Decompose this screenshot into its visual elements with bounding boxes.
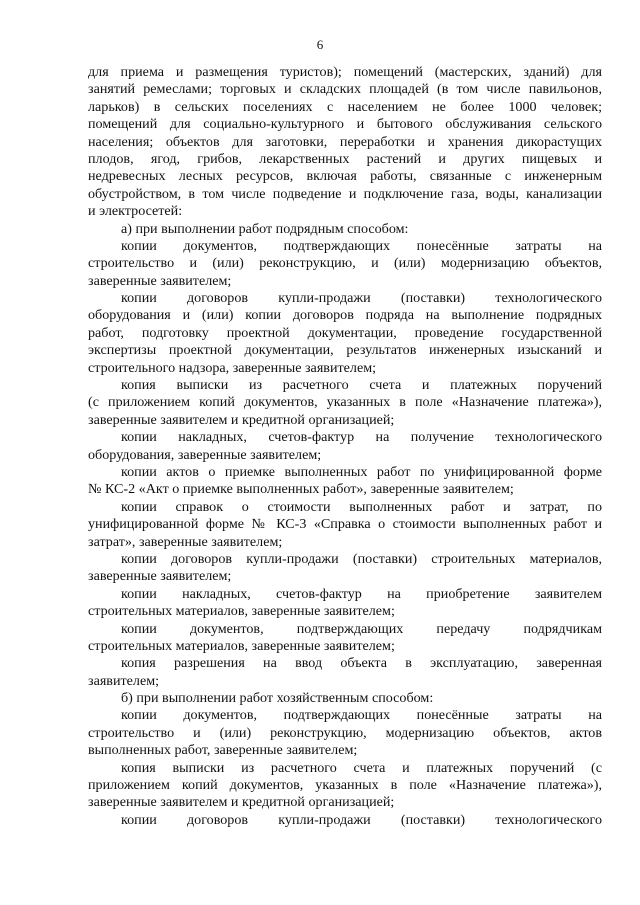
text-line: выполненных работ, заверенные заявителем; <box>88 742 358 759</box>
text-line: оборудования и (или) копии договоров подряда на выполнение подрядных <box>88 307 602 324</box>
text-line: № КС-2 «Акт о приемке выполненных работ», заверенные заявителем; <box>88 481 514 498</box>
text-line: копии документов, подтверждающих понесённые затраты на <box>121 237 602 254</box>
text-line: строительных материалов, заверенные заявителем; <box>88 603 395 620</box>
page-number: 6 <box>316 37 324 52</box>
text-line: работ, подготовку проектной документации, проведение государственной <box>88 324 602 341</box>
text-line: копии договоров купли-продажи (поставки) технологического <box>121 811 602 828</box>
text-line: копии договоров купли-продажи (поставки) технологического <box>121 290 602 307</box>
body-text <box>88 64 602 829</box>
text-line: строительного надзора, заверенные заявителем; <box>88 359 377 376</box>
text-line: б) при выполнении работ хозяйственным способом: <box>121 690 434 707</box>
text-line: заверенные заявителем; <box>88 568 232 585</box>
text-line: копии накладных, счетов-фактур на получение технологического <box>121 429 602 446</box>
text-line: помещений для социально-культурного и бытового обслуживания сельского <box>88 116 602 133</box>
text-line: копия выписки из расчетного счета и платежных поручений (с <box>121 759 602 776</box>
text-line: строительных материалов, заверенные заявителем; <box>88 637 395 654</box>
text-line: копия выписки из расчетного счета и платежных поручений <box>121 377 602 394</box>
text-line: и электросетей: <box>88 203 183 220</box>
text-line: заверенные заявителем и кредитной организацией; <box>88 794 395 811</box>
text-line: строительство и (или) реконструкцию, модернизацию объектов, актов <box>88 724 602 741</box>
text-line: копия разрешения на ввод объекта в эксплуатацию, заверенная <box>121 655 602 672</box>
text-line: затрат», заверенные заявителем; <box>88 533 283 550</box>
text-line: обустройством, в том числе подведение и подключение газа, воды, канализации <box>88 185 602 202</box>
text-line: заверенные заявителем; <box>88 272 232 289</box>
text-line: копии актов о приемке выполненных работ по унифицированной форме <box>121 463 602 480</box>
text-line: населения; объектов для заготовки, переработки и хранения дикорастущих <box>88 133 602 150</box>
text-line: строительство и (или) реконструкцию, и (или) модернизацию объектов, <box>88 255 602 272</box>
text-line: а) при выполнении работ подрядным способом: <box>121 220 409 237</box>
text-line: (с приложением копий документов, указанных в поле «Назначение платежа»), <box>88 394 602 411</box>
text-line: приложением копий документов, указанных в поле «Назначение платежа»), <box>88 777 602 794</box>
text-line: для приема и размещения туристов); помещений (мастерских, зданий) для <box>88 64 602 80</box>
text-line: унифицированной форме № КС-3 «Справка о стоимости выполненных работ и <box>88 516 602 533</box>
text-line: копии документов, подтверждающих передачу подрядчикам <box>121 620 602 637</box>
text-line: копии накладных, счетов-фактур на приобретение заявителем <box>121 585 602 602</box>
text-line: заверенные заявителем и кредитной организацией; <box>88 411 395 428</box>
text-line: ларьков) в сельских поселениях с населением не более 1000 человек; <box>88 98 602 115</box>
text-line: экспертизы проектной документации, результатов инженерных изысканий и <box>88 342 602 359</box>
text-line: недревесных лесных ресурсов, включая работы, связанные с инженерным <box>88 168 602 185</box>
text-line: копии справок о стоимости выполненных работ и затрат, по <box>121 498 602 515</box>
text-line: оборудования, заверенные заявителем; <box>88 446 322 463</box>
text-line: копии документов, подтверждающих понесённые затраты на <box>121 707 602 724</box>
text-line: копии договоров купли-продажи (поставки) строительных материалов, <box>121 550 602 567</box>
text-line: заявителем; <box>88 672 160 689</box>
text-line: занятий ремеслами; торговых и складских площадей (в том числе павильонов, <box>88 81 602 98</box>
text-line: плодов, ягод, грибов, лекарственных растений и других пищевых и <box>88 150 602 167</box>
